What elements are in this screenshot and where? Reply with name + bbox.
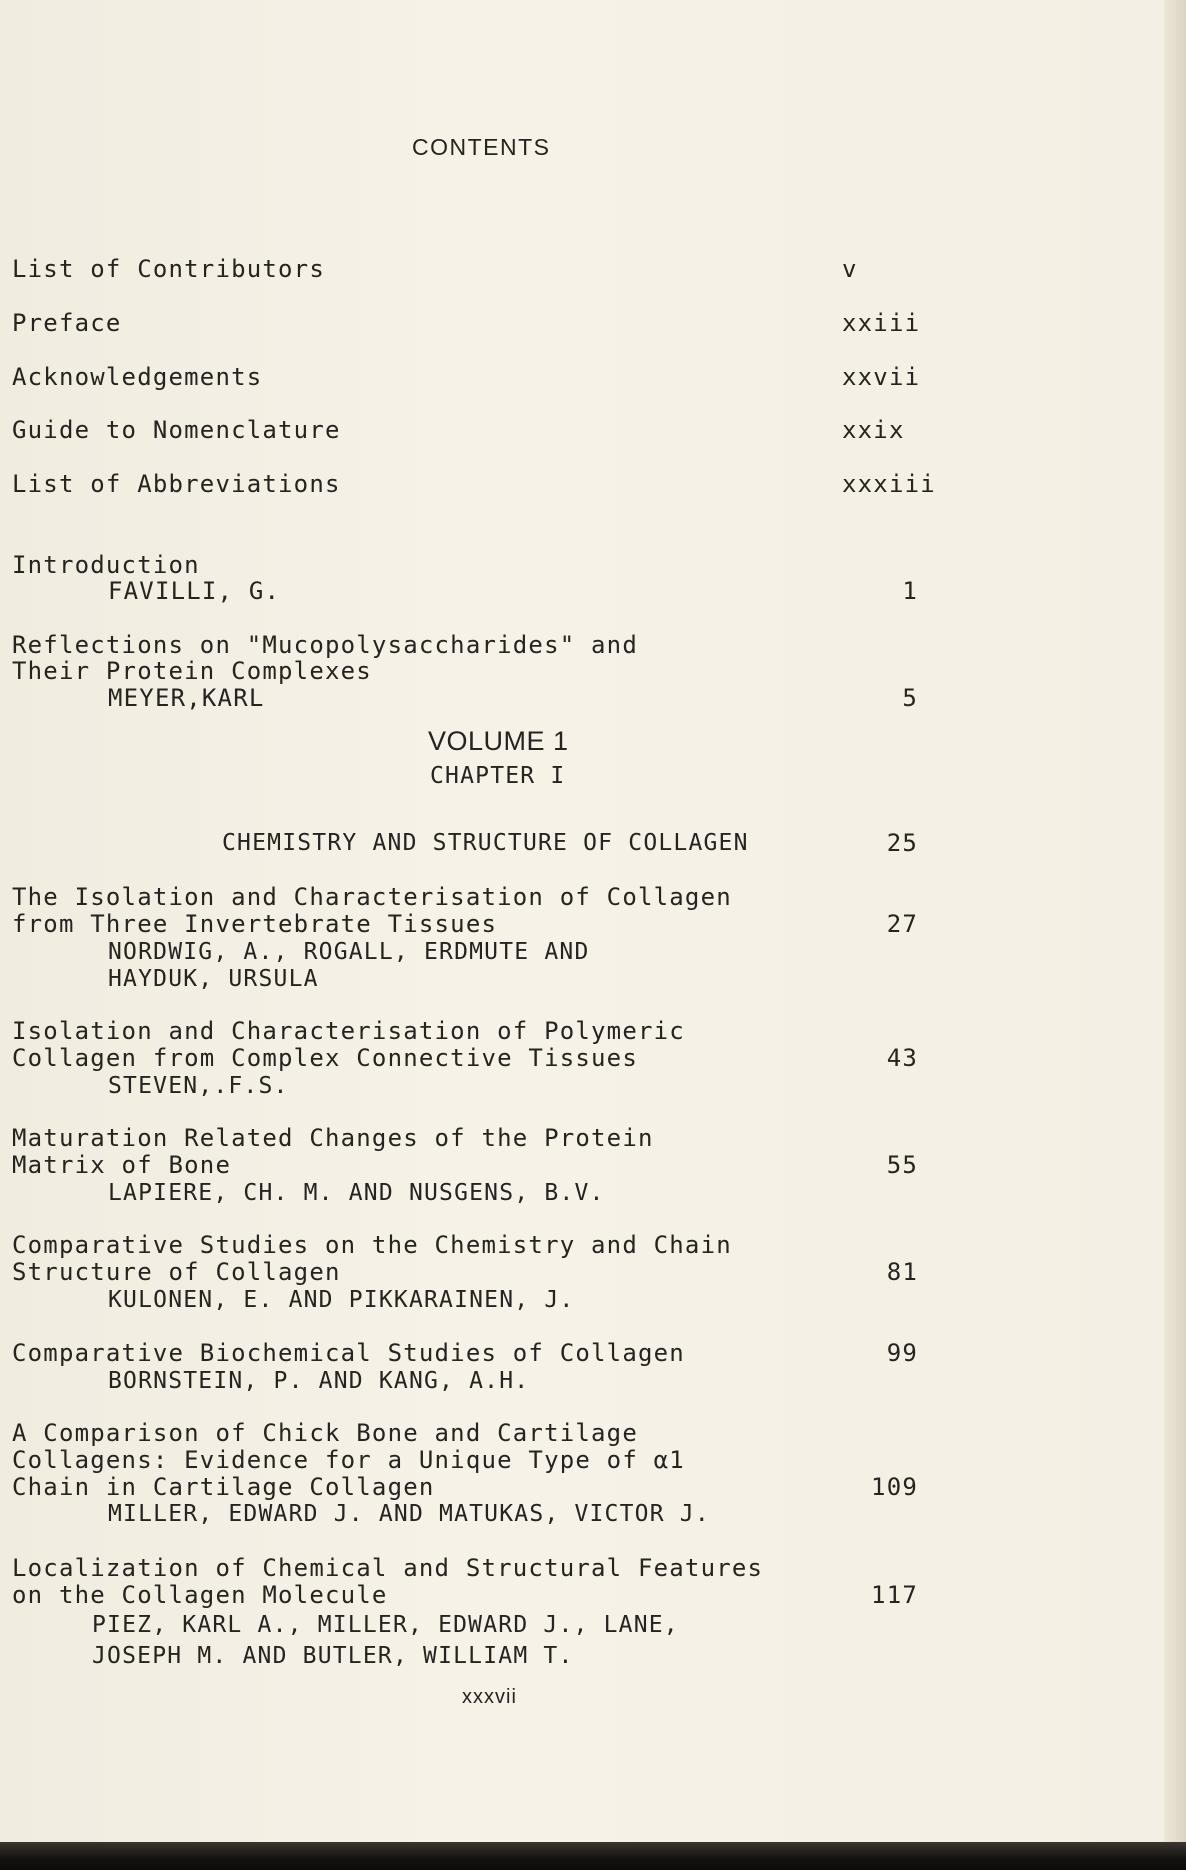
entry-title-line: Chain in Cartilage Collagen <box>12 1473 435 1501</box>
entry-author-line: MILLER, EDWARD J. AND MATUKAS, VICTOR J. <box>108 1501 710 1527</box>
entry-author-line: PIEZ, KARL A., MILLER, EDWARD J., LANE, <box>92 1612 679 1638</box>
entry-author-line: HAYDUK, URSULA <box>108 966 319 992</box>
entry-page: 117 <box>871 1581 918 1609</box>
introduction-author: FAVILLI, G. <box>108 577 281 605</box>
entry-title-line: Structure of Collagen <box>12 1258 341 1286</box>
entry-title-line: from Three Invertebrate Tissues <box>12 910 498 938</box>
entry-author-line: NORDWIG, A., ROGALL, ERDMUTE AND <box>108 939 590 965</box>
entry-title-line: Collagens: Evidence for a Unique Type of α1 <box>12 1446 685 1474</box>
toc-page-nomenclature: xxix <box>842 416 905 444</box>
entry-page: 81 <box>886 1258 918 1286</box>
entry-title-line: A Comparison of Chick Bone and Cartilage <box>12 1419 638 1447</box>
page-number: xxxvii <box>462 1686 517 1708</box>
entry-page: 55 <box>886 1151 918 1179</box>
entry-title-line: Matrix of Bone <box>12 1151 232 1179</box>
reflections-title-line1: Reflections on "Mucopolysaccharides" and <box>12 631 638 659</box>
entry-title-line: Isolation and Characterisation of Polymeric <box>12 1017 685 1045</box>
reflections-title-line2: Their Protein Complexes <box>12 657 372 685</box>
entry-author-line: JOSEPH M. AND BUTLER, WILLIAM T. <box>92 1643 574 1669</box>
toc-title-abbreviations: List of Abbreviations <box>12 470 341 498</box>
entry-title-line: Comparative Biochemical Studies of Collagen <box>12 1339 685 1367</box>
entry-title-line: Collagen from Complex Connective Tissues <box>12 1044 638 1072</box>
toc-page-acknowledgements: xxvii <box>842 363 921 391</box>
reflections-page: 5 <box>902 684 918 712</box>
toc-title-preface: Preface <box>12 309 122 337</box>
entry-title-line: Comparative Studies on the Chemistry and Chain <box>12 1231 732 1259</box>
entry-title-line: on the Collagen Molecule <box>12 1581 388 1609</box>
contents-heading: CONTENTS <box>412 134 551 160</box>
toc-page-preface: xxiii <box>842 309 921 337</box>
introduction-title: Introduction <box>12 551 200 579</box>
toc-page-abbreviations: xxxiii <box>842 470 936 498</box>
introduction-page: 1 <box>902 577 918 605</box>
page-edge-shadow <box>1164 0 1186 1842</box>
entry-title-line: The Isolation and Characterisation of Collagen <box>12 883 732 911</box>
entry-page: 109 <box>871 1473 918 1501</box>
toc-page-contributors: v <box>842 255 858 283</box>
reflections-author: MEYER,KARL <box>108 684 265 712</box>
scan-bottom-border <box>0 1842 1186 1870</box>
chapter-title: CHEMISTRY AND STRUCTURE OF COLLAGEN <box>222 830 749 856</box>
entry-author-line: BORNSTEIN, P. AND KANG, A.H. <box>108 1368 530 1394</box>
entry-page: 43 <box>886 1044 918 1072</box>
toc-title-contributors: List of Contributors <box>12 255 325 283</box>
chapter-page: 25 <box>886 829 918 857</box>
entry-author-line: LAPIERE, CH. M. AND NUSGENS, B.V. <box>108 1180 605 1206</box>
entry-title-line: Maturation Related Changes of the Protein <box>12 1124 654 1152</box>
toc-title-nomenclature: Guide to Nomenclature <box>12 416 341 444</box>
volume-heading: VOLUME 1 <box>428 726 569 756</box>
chapter-heading: CHAPTER I <box>430 763 566 789</box>
toc-title-acknowledgements: Acknowledgements <box>12 363 263 391</box>
entry-author-line: KULONEN, E. AND PIKKARAINEN, J. <box>108 1287 575 1313</box>
entry-title-line: Localization of Chemical and Structural Features <box>12 1554 764 1582</box>
entry-page: 27 <box>886 910 918 938</box>
entry-author-line: STEVEN,.F.S. <box>108 1073 289 1099</box>
entry-page: 99 <box>886 1339 918 1367</box>
